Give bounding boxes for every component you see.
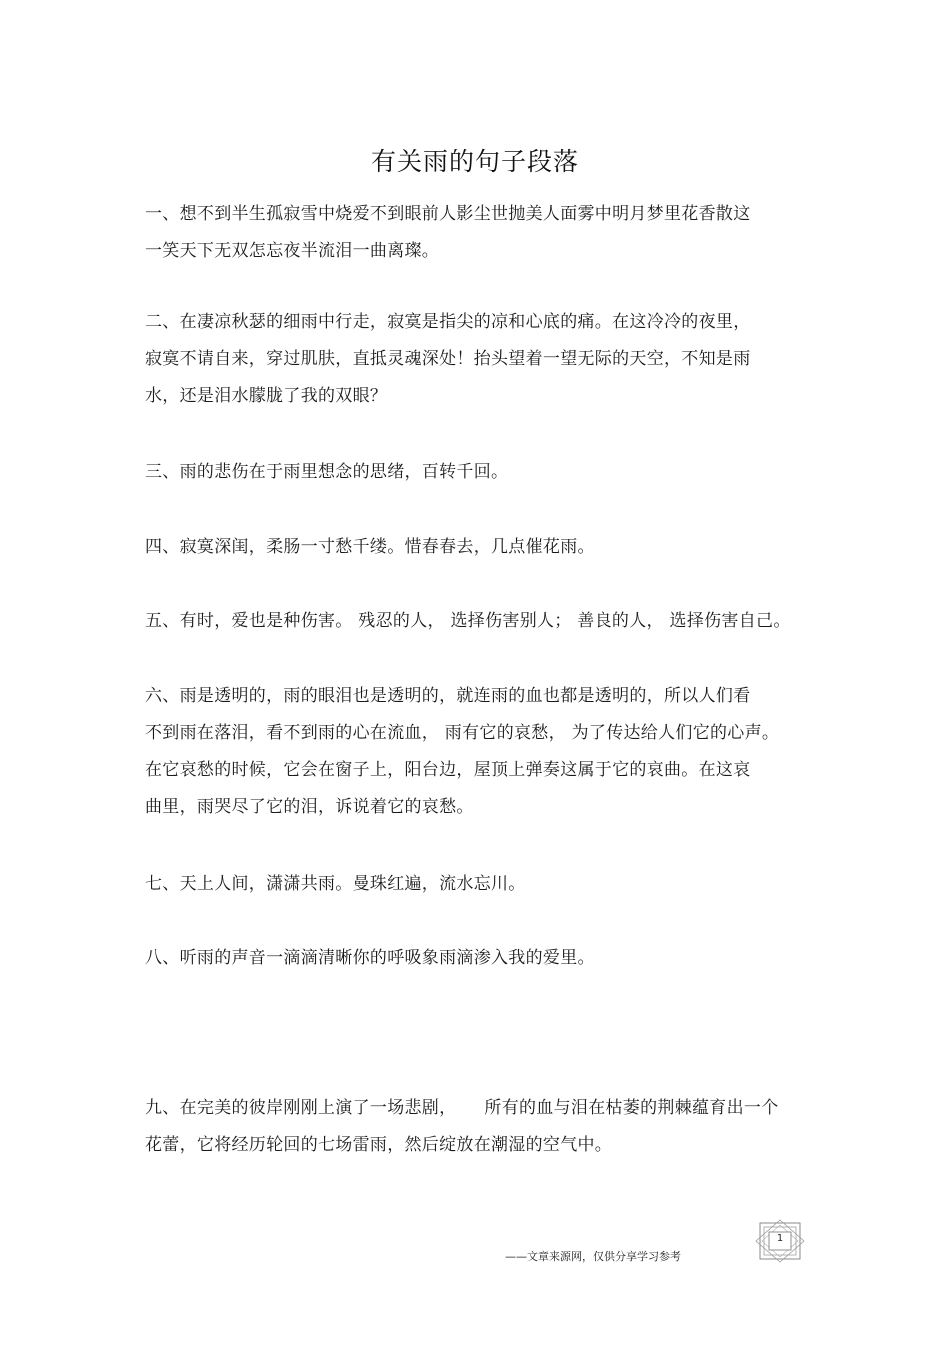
paragraph-6 [145,678,805,826]
paragraph-line: 八、听雨的声音一滴滴清晰你的呼吸象雨滴渗入我的爱里。 [145,948,595,968]
paragraph-line: 一笑天下无双怎忘夜半流泪一曲离璨。 [145,241,440,261]
page-number-badge [754,1219,806,1263]
paragraph-line: 六、雨是透明的，雨的眼泪也是透明的，就连雨的血也都是透明的，所以人们看 [145,686,751,706]
paragraph-line: 寂寞不请自来，穿过肌肤，直抵灵魂深处！抬头望着一望无际的天空，不知是雨 [145,349,751,369]
paragraph-line: 不到雨在落泪，看不到雨的心在流血， 雨有它的哀愁， 为了传达给人们它的心声。 [145,723,780,743]
paragraph-line: 七、天上人间，潇潇共雨。曼珠红遍，流水忘川。 [145,874,526,894]
paragraph-8 [145,940,805,977]
paragraph-2 [145,304,805,415]
paragraph-3 [145,454,805,491]
paragraph-line: 二、在凄凉秋瑟的细雨中行走，寂寞是指尖的凉和心底的痛。在这冷冷的夜里， [145,312,751,332]
paragraph-line: 三、雨的悲伤在于雨里想念的思绪，百转千回。 [145,462,509,482]
page-title: 有关雨的句子段落 [370,147,579,176]
paragraph-line: 水，还是泪水朦胧了我的双眼？ [145,386,388,406]
paragraph-7 [145,866,805,903]
paragraph-line: 花蕾，它将经历轮回的七场雷雨，然后绽放在潮湿的空气中。 [145,1135,613,1155]
paragraph-9 [145,1090,805,1164]
paragraph-line: 四、寂寞深闺，柔肠一寸愁千缕。惜春春去，几点催花雨。 [145,537,595,557]
paragraph-line: 五、有时，爱也是种伤害。 残忍的人， 选择伤害别人； 善良的人， 选择伤害自己。 [145,611,791,631]
paragraph-4 [145,529,805,566]
paragraph-line-segment: 所有的血与泪在枯萎的荆棘蕴育出一个 [484,1098,779,1118]
paragraph-line [145,1090,805,1127]
page-number: 1 [776,1233,784,1244]
paragraph-line: 曲里，雨哭尽了它的泪，诉说着它的哀愁。 [145,797,474,817]
footer-source-note: ——文章来源网，仅供分享学习参考 [505,1250,681,1263]
paragraph-1 [145,196,805,270]
paragraph-line: 在它哀愁的时候，它会在窗子上，阳台边，屋顶上弹奏这属于它的哀曲。在这哀 [145,760,751,780]
paragraph-line: 一、想不到半生孤寂雪中烧爱不到眼前人影尘世抛美人面雾中明月梦里花香散这 [145,204,751,224]
paragraph-line-segment: 九、在完美的彼岸刚刚上演了一场悲剧， [145,1098,457,1118]
paragraph-5 [145,603,805,640]
